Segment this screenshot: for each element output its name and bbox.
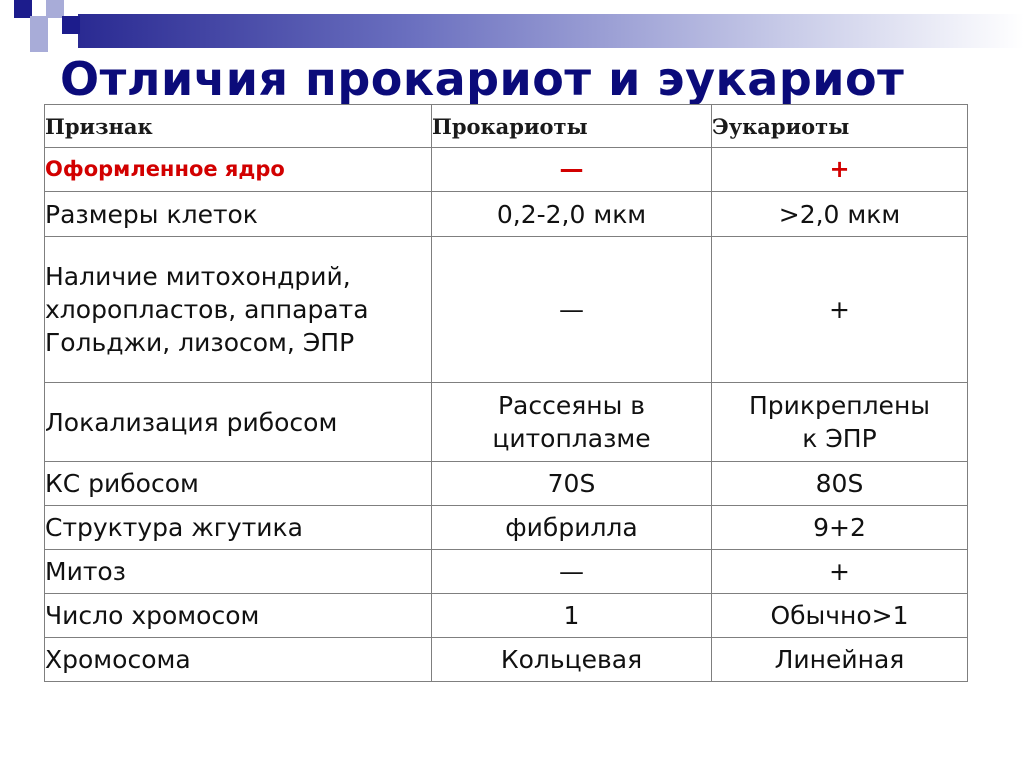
prokaryotes-cell: —	[432, 237, 712, 383]
feature-cell: Хромосома	[45, 638, 432, 682]
table-row	[45, 638, 968, 682]
eukaryotes-cell: +	[712, 148, 968, 192]
feature-cell: Наличие митохондрий, хлоропластов, аппарата Гольджи, лизосом, ЭПР	[45, 237, 432, 383]
table-row	[45, 148, 968, 192]
feature-cell: Митоз	[45, 550, 432, 594]
eukaryotes-cell: 9+2	[712, 506, 968, 550]
table-row	[45, 594, 968, 638]
eukaryotes-cell: +	[712, 550, 968, 594]
prokaryotes-cell: Рассеяны в цитоплазме	[432, 383, 712, 462]
eukaryotes-cell: >2,0 мкм	[712, 192, 968, 237]
page-title: Отличия прокариот и эукариот	[60, 52, 905, 106]
feature-cell: Структура жгутика	[45, 506, 432, 550]
eukaryotes-cell: Обычно>1	[712, 594, 968, 638]
header-prokaryotes: Прокариоты	[432, 105, 712, 148]
table-row	[45, 192, 968, 237]
table-row	[45, 462, 968, 506]
table-header-row	[45, 105, 968, 148]
header-feature: Признак	[45, 105, 432, 148]
comparison-table	[44, 104, 968, 682]
prokaryotes-cell: 70S	[432, 462, 712, 506]
header-eukaryotes: Эукариоты	[712, 105, 968, 148]
eukaryotes-cell: Линейная	[712, 638, 968, 682]
feature-cell: Оформленное ядро	[45, 148, 432, 192]
prokaryotes-cell: 1	[432, 594, 712, 638]
table-row	[45, 550, 968, 594]
table-row	[45, 237, 968, 383]
table-row	[45, 506, 968, 550]
feature-cell: КС рибосом	[45, 462, 432, 506]
prokaryotes-cell: фибрилла	[432, 506, 712, 550]
feature-cell: Число хромосом	[45, 594, 432, 638]
header-decoration	[0, 0, 1024, 60]
prokaryotes-cell: —	[432, 550, 712, 594]
eukaryotes-cell: +	[712, 237, 968, 383]
prokaryotes-cell: 0,2-2,0 мкм	[432, 192, 712, 237]
eukaryotes-cell: 80S	[712, 462, 968, 506]
eukaryotes-cell: Прикреплены к ЭПР	[712, 383, 968, 462]
feature-cell: Локализация рибосом	[45, 383, 432, 462]
prokaryotes-cell: —	[432, 148, 712, 192]
table-row	[45, 383, 968, 462]
feature-cell: Размеры клеток	[45, 192, 432, 237]
prokaryotes-cell: Кольцевая	[432, 638, 712, 682]
